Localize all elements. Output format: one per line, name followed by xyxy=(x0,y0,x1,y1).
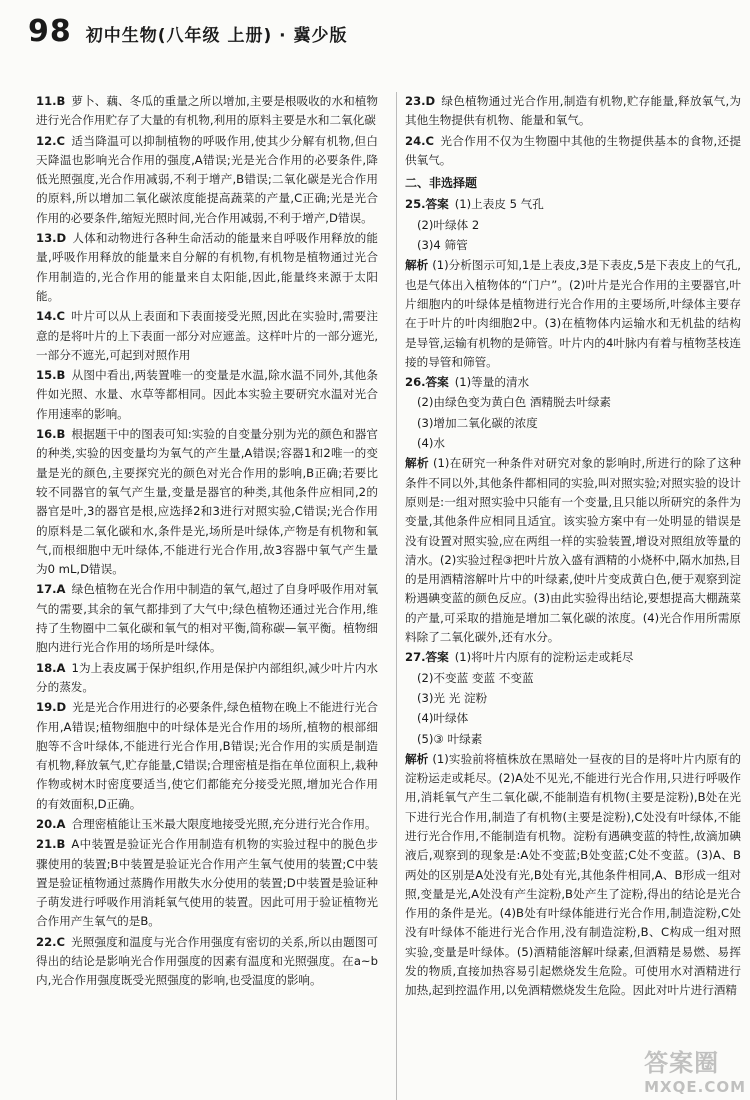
answer-line xyxy=(405,648,741,667)
answer-item xyxy=(36,698,378,814)
question-27 xyxy=(405,648,741,1000)
answer-item xyxy=(36,580,378,657)
question-number: 18.A xyxy=(36,660,66,675)
question-number: 15.B xyxy=(36,368,66,383)
answer-text: (4)水 xyxy=(417,436,446,451)
answer-text: (4)叶绿体 xyxy=(417,711,469,726)
analysis-text: (1)在研究一种条件对研究对象的影响时,所进行的除了这种条件不同以外,其他条件都相同的实验,叫对照实验;对照实验的设计原则是:一组对照实验中只能有一个变量,且只能以所研究的条件为变量,其他条件应相同且适宜。该实验方案中有一处明显的错误是没有设置对照实验,应在两组一样的实验装置,增设对照组放等量的清水。(2)实验过程③把叶片放入盛有酒精的小烧杯中,隔水加热,目的是用酒精溶解叶片中的叶绿素,使叶片变成黄白色,便于观察到淀粉遇碘变蓝的颜色反应。(3)由此实验得出结论,要想提高大棚蔬菜的产量,可采取的措施是增加二氧化碳的浓度。(4)光合作用所需原料除了二氧化碳外,还有水分。 xyxy=(405,456,741,645)
answer-item xyxy=(36,307,378,365)
explanation-text: 光照强度和温度与光合作用强度有密切的关系,所以由题图可得出的结论是影响光合作用强度的因素有温度和光照强度。在a~b内,光合作用强度既受光照强度的影响,也受温度的影响。 xyxy=(36,934,378,988)
answer-item xyxy=(405,132,741,171)
question-25 xyxy=(405,195,741,372)
page-number: 98 xyxy=(28,14,72,49)
explanation-text: 适当降温可以抑制植物的呼吸作用,使其少分解有机物,但白天降温也影响光合作用的强度,A错误;光是光合作用的必要条件,降低光照强度,光合作用减弱,不利于增产,B错误;二氧化碳是光合作用的原料,所以增加二氧化碳浓度能提高蔬菜的产量,C正确;光是光合作用的必要条件,缩短光照时间,光合作用减弱,不利于增产,D错误。 xyxy=(36,133,378,225)
analysis-block xyxy=(405,750,741,1001)
left-column xyxy=(36,92,378,1100)
analysis-block xyxy=(405,256,741,372)
explanation-text: A中装置是验证光合作用制造有机物的实验过程中的脱色步骤使用的装置;B中装置是验证光合作用产生氧气使用的装置;C中装置是验证植物通过蒸腾作用散失水分使用的装置;D中装置是验证种子萌发进行呼吸作用消耗氧气使用的装置。因此可用于验证植物光合作用产生氧气的是B。 xyxy=(36,837,378,929)
answer-item xyxy=(405,92,741,131)
answer-line xyxy=(405,393,741,412)
answer-line xyxy=(405,236,741,255)
question-number: 22.C xyxy=(36,934,66,949)
question-number: 24.C xyxy=(405,133,435,148)
question-number: 25.答案 xyxy=(405,197,449,212)
answer-line xyxy=(405,730,741,749)
answer-text: (3)4 筛管 xyxy=(417,238,468,253)
answer-text: (2)不变蓝 变蓝 不变蓝 xyxy=(417,670,534,685)
answer-text: (2)由绿色变为黄白色 酒精脱去叶绿素 xyxy=(417,395,612,410)
explanation-text: 光合作用不仅为生物圈中其他的生物提供基本的食物,还提供氧气。 xyxy=(405,133,741,167)
answer-item xyxy=(36,933,378,991)
answer-item xyxy=(36,229,378,306)
answer-item xyxy=(36,835,378,931)
explanation-text: 合理密植能让玉米最大限度地接受光照,充分进行光合作用。 xyxy=(71,816,377,831)
answer-line xyxy=(405,373,741,392)
explanation-text: 从图中看出,两装置唯一的变量是水温,除水温不同外,其他条件如光照、水量、水草等都相同。因此本实验主要研究水温对光合作用速率的影响。 xyxy=(36,368,378,421)
explanation-text: 1为上表皮属于保护组织,作用是保护内部组织,减少叶片内水分的蒸发。 xyxy=(36,660,378,694)
question-number: 21.B xyxy=(36,837,66,852)
answer-text: (3)光 光 淀粉 xyxy=(417,690,488,705)
page-header xyxy=(28,14,730,54)
question-number: 20.A xyxy=(36,816,66,831)
answer-line xyxy=(405,216,741,235)
answer-line xyxy=(405,669,741,688)
question-number: 14.C xyxy=(36,309,66,324)
question-number: 17.A xyxy=(36,582,66,597)
question-number: 16.B xyxy=(36,427,66,442)
explanation-text: 叶片可以从上表面和下表面接受光照,因此在实验时,需要注意的是将叶片的上下表面一部分对应遮盖。这样叶片的一部分遮光,一部分不遮光,可起到对照作用 xyxy=(36,309,378,362)
section-title: 二、非选择题 xyxy=(405,176,478,191)
question-number: 23.D xyxy=(405,94,436,108)
answer-item xyxy=(36,132,378,228)
question-number: 27.答案 xyxy=(405,650,449,665)
analysis-label: 解析 xyxy=(405,456,429,471)
explanation-text: 绿色植物通过光合作用,制造有机物,贮存能量,释放氧气,为其他生物提供有机物、能量和氧气。 xyxy=(405,94,741,128)
answer-text: (1)等量的清水 xyxy=(454,375,530,390)
answer-text: (1)将叶片内原有的淀粉运走或耗尽 xyxy=(454,650,634,665)
answer-text: (3)增加二氧化碳的浓度 xyxy=(417,415,538,430)
answer-line xyxy=(405,195,741,214)
answer-line xyxy=(405,709,741,728)
explanation-text: 萝卜、藕、冬瓜的重量之所以增加,主要是根吸收的水和植物进行光合作用贮存了大量的有机物,利用的原料主要是水和二氧化碳 xyxy=(36,94,378,128)
answer-line xyxy=(405,414,741,433)
answer-item xyxy=(36,92,378,131)
watermark-main: 答案圈 xyxy=(644,1049,720,1077)
question-number: 26.答案 xyxy=(405,375,449,390)
question-26 xyxy=(405,373,741,647)
answer-text: (1)上表皮 5 气孔 xyxy=(454,197,544,212)
explanation-text: 根据题干中的图表可知:实验的自变量分别为光的颜色和器官的种类,实验的因变量均为氧气的产生量,A错误;容器1和2唯一的变量是光的颜色,主要探究光的颜色对光合作用的影响,B正确;若要比较不同器官的氧气产生量,变量是器官的种类,其他条件应相同,2的器官是叶,3的器官是根,应选择2和3进行对照实验,C错误;光合作用的原料是二氧化碳和水,条件是光,场所是叶绿体,产物是有机物和氧气,而根细胞中无叶绿体,不能进行光合作用,故3容器中氧气产生量为0 mL,D错误。 xyxy=(36,427,378,577)
answer-item xyxy=(36,659,378,698)
answer-item xyxy=(36,815,378,834)
answer-line xyxy=(405,689,741,708)
analysis-text: (1)分析图示可知,1是上表皮,3是下表皮,5是下表皮上的气孔,也是气体出入植物体的“门户”。(2)叶片是光合作用的主要器官,叶片细胞内的叶绿体是植物进行光合作用的主要场所,叶绿体主要存在于叶片的叶肉细胞2中。(3)在植物体内运输水和无机盐的结构是导管,运输有机物的是筛管。叶片内的4叶脉内有着与植物茎枝连接的导管和筛管。 xyxy=(405,258,741,369)
watermark-sub: MXQE.COM xyxy=(644,1078,746,1096)
right-column xyxy=(396,92,741,1100)
question-number: 19.D xyxy=(36,700,67,715)
explanation-text: 绿色植物在光合作用中制造的氧气,超过了自身呼吸作用对氧气的需要,其余的氧气都排到了大气中;绿色植物还通过光合作用,维持了生物圈中二氧化碳和氧气的相对平衡,简称碳—氧平衡。植物细胞内进行光合作用的场所是叶绿体。 xyxy=(36,582,378,655)
answer-item xyxy=(36,425,378,579)
answer-item xyxy=(36,366,378,424)
question-number: 13.D xyxy=(36,231,67,246)
analysis-block xyxy=(405,454,741,647)
explanation-text: 光是光合作用进行的必要条件,绿色植物在晚上不能进行光合作用,A错误;植物细胞中的叶绿体是光合作用的场所,植物的根部细胞等不含叶绿体,不能进行光合作用,B错误;光合作用的实质是制造有机物,释放氧气,贮存能量,C错误;合理密植是指在单位面积上,栽种作物或树木时密度要适当,使它们都能充分接受光照,增加光合作用的有效面积,D正确。 xyxy=(36,700,378,811)
answer-text: (2)叶绿体 2 xyxy=(417,217,480,232)
analysis-label: 解析 xyxy=(405,258,429,273)
answer-line xyxy=(405,434,741,453)
book-title: 初中生物(八年级 上册) · 冀少版 xyxy=(85,26,348,46)
analysis-label: 解析 xyxy=(405,751,429,766)
explanation-text: 人体和动物进行各种生命活动的能量来自呼吸作用释放的能量,呼吸作用释放的能量来自分解的有机物,有机物是植物通过光合作用制造的,光合作用的能量来自太阳能,因此,能量终来源于太阳能。 xyxy=(36,231,378,303)
question-number: 11.B xyxy=(36,94,66,108)
question-number: 12.C xyxy=(36,133,66,148)
watermark xyxy=(644,1043,746,1096)
answer-text: (5)③ 叶绿素 xyxy=(417,731,483,746)
analysis-text: (1)实验前将植株放在黑暗处一昼夜的目的是将叶片内原有的淀粉运走或耗尽。(2)A处不见光,不能进行光合作用,只进行呼吸作用,消耗氧气产生二氧化碳,不能制造有机物(主要是淀粉),B处在光下进行光合作用,制造了有机物(主要是淀粉),C处没有叶绿体,不能进行光合作用,不能制造有机物。淀粉有遇碘变蓝的特性,故滴加碘液后,观察到的现象是:A处不变蓝;B处变蓝;C处不变蓝。(3)A、B两处的区别是A处没有光,B处有光,其他条件相同,A、B形成一组对照,变量是光,A处没有产生淀粉,B处产生了淀粉,得出的结论是光合作用的条件是光。(4)B处有叶绿体能进行光合作用,制造淀粉,C处没有叶绿体不能进行光合作用,没有制造淀粉,B、C构成一组对照实验,变量是叶绿体。(5)酒精能溶解叶绿素,但酒精是易燃、易挥发的物质,直接加热容易引起燃烧发生危险。可使用水对酒精进行加热,起到控温作用,以免酒精燃烧发生危险。因此对叶片进行酒精 xyxy=(405,751,741,998)
